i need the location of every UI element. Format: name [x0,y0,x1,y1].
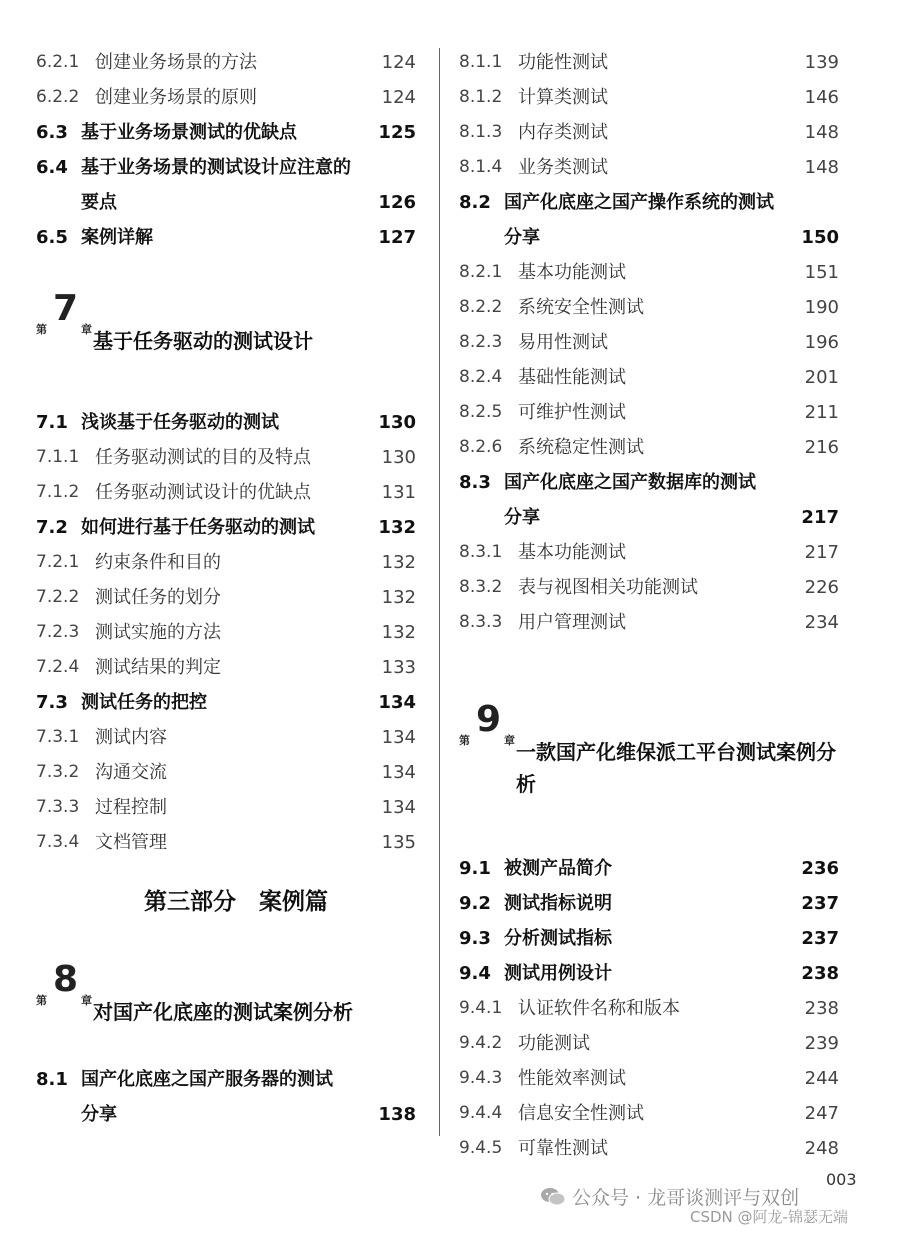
toc-subsection-entry [459,430,839,465]
toc-entry-title: 要点 [81,192,117,213]
wechat-icon [540,1187,566,1207]
toc-subsection-entry [36,80,416,115]
toc-entry-title: 计算类测试 [518,87,608,108]
toc-entry-title: 易用性测试 [518,332,608,353]
toc-entry-page: 148 [804,122,839,143]
toc-entry-number: 8.2.6 [459,437,503,457]
toc-entry-title: 信息安全性测试 [518,1103,644,1124]
toc-entry-number: 9.4.5 [459,1138,503,1158]
toc-entry-page: 148 [804,157,839,178]
toc-entry-title: 任务驱动测试设计的优缺点 [95,482,311,503]
toc-entry-title: 创建业务场景的原则 [95,87,257,108]
toc-entry-title: 可靠性测试 [518,1138,608,1159]
toc-entry-number: 8.3.1 [459,542,503,562]
toc-entry-page: 244 [804,1068,839,1089]
toc-entry-title: 浅谈基于任务驱动的测试 [81,412,279,433]
toc-entry-number: 7.3.4 [36,832,80,852]
toc-entry-page: 238 [804,998,839,1019]
toc-subsection-entry [459,115,839,150]
toc-subsection-entry [36,720,416,755]
toc-entry-number: 7.2.1 [36,552,80,572]
toc-entry-page: 133 [381,657,416,678]
toc-entry-title: 如何进行基于任务驱动的测试 [81,517,315,538]
toc-entry-title: 测试内容 [95,727,167,748]
toc-subsection-entry [36,755,416,790]
toc-entry-page: 201 [804,367,839,388]
toc-entry-page: 139 [804,52,839,73]
toc-entry-number: 7.2.4 [36,657,80,677]
toc-block [36,45,416,255]
toc-entry-title: 基于业务场景的测试设计应注意的 [81,157,351,178]
toc-entry-number: 7.3.1 [36,727,80,747]
part-title: 第三部分 案例篇 [144,889,328,915]
toc-section-entry [36,510,416,545]
toc-entry-page: 132 [378,517,416,538]
toc-entry-number: 8.2.4 [459,367,503,387]
toc-section-entry [459,956,839,991]
toc-entry-number: 7.3.3 [36,797,80,817]
toc-entry-title: 分享 [81,1104,117,1125]
chapter-prefix: 第 [459,734,470,747]
toc-section-entry [36,1062,416,1097]
chapter-number: 7 [53,288,79,329]
toc-entry-number: 7.2.2 [36,587,80,607]
toc-entry-number: 7.1.1 [36,447,80,467]
toc-entry-page: 130 [378,412,416,433]
chapter-title: 基于任务驱动的测试设计 [93,329,313,353]
toc-entry-title: 国产化底座之国产数据库的测试 [504,472,756,493]
toc-entry-continuation [459,220,839,255]
toc-entry-number: 7.3 [36,692,68,713]
toc-entry-title: 分析测试指标 [504,928,612,949]
chapter-suffix: 章 [504,734,515,747]
column-divider [439,48,440,1136]
toc-entry-number: 6.2.2 [36,87,80,107]
toc-subsection-entry [459,535,839,570]
csdn-watermark: CSDN @阿龙-锦瑟无端 [690,1208,848,1226]
toc-entry-title: 可维护性测试 [518,402,626,423]
toc-entry-page: 132 [381,552,416,573]
toc-entry-number: 8.1.4 [459,157,503,177]
toc-entry-title: 分享 [504,507,540,528]
toc-subsection-entry [459,395,839,430]
toc-subsection-entry [459,255,839,290]
toc-entry-title: 性能效率测试 [518,1068,626,1089]
toc-subsection-entry [36,615,416,650]
toc-section-entry [459,921,839,956]
toc-entry-continuation [36,1097,416,1132]
toc-subsection-entry [459,360,839,395]
chapter-number: 8 [53,959,79,1000]
toc-entry-page: 237 [801,928,839,949]
toc-entry-number: 7.2.3 [36,622,80,642]
toc-entry-number: 8.3.3 [459,612,503,632]
toc-entry-number: 8.3 [459,472,491,493]
chapter-suffix: 章 [81,994,92,1007]
toc-subsection-entry [36,650,416,685]
toc-entry-title: 认证软件名称和版本 [518,998,680,1019]
toc-subsection-entry [459,45,839,80]
toc-left-column [36,45,416,1132]
toc-entry-title: 过程控制 [95,797,167,818]
toc-entry-title: 业务类测试 [518,157,608,178]
toc-section-entry [36,115,416,150]
toc-entry-page: 248 [804,1138,839,1159]
toc-subsection-entry [36,790,416,825]
toc-subsection-entry [459,1096,839,1131]
toc-section-entry [36,150,416,185]
toc-entry-number: 6.5 [36,227,68,248]
toc-entry-page: 216 [804,437,839,458]
toc-section-entry [459,465,839,500]
chapter-suffix: 章 [81,323,92,336]
toc-entry-title: 测试任务的把控 [81,692,207,713]
toc-subsection-entry [36,580,416,615]
toc-entry-page: 134 [381,797,416,818]
toc-entry-number: 8.1.3 [459,122,503,142]
toc-entry-page: 132 [381,587,416,608]
toc-entry-continuation [36,185,416,220]
toc-subsection-entry [459,1026,839,1061]
chapter-prefix: 第 [36,323,47,336]
toc-entry-title: 案例详解 [81,227,153,248]
toc-subsection-entry [459,290,839,325]
toc-subsection-entry [459,570,839,605]
toc-entry-page: 134 [381,727,416,748]
toc-entry-number: 9.4.4 [459,1103,503,1123]
toc-entry-number: 6.2.1 [36,52,80,72]
toc-entry-page: 131 [381,482,416,503]
toc-entry-title: 基本功能测试 [518,262,626,283]
toc-block [36,1062,416,1132]
toc-block [36,405,416,860]
chapter-8-heading [36,944,416,1062]
toc-entry-page: 226 [804,577,839,598]
toc-subsection-entry [36,475,416,510]
toc-entry-page: 125 [378,122,416,143]
toc-entry-number: 8.3.2 [459,577,503,597]
toc-subsection-entry [459,1131,839,1166]
toc-subsection-entry [459,80,839,115]
toc-section-entry [459,185,839,220]
toc-entry-page: 124 [381,87,416,108]
page-number: 003 [826,1170,857,1189]
toc-entry-title: 测试用例设计 [504,963,612,984]
toc-entry-title: 创建业务场景的方法 [95,52,257,73]
toc-entry-number: 6.4 [36,157,68,178]
toc-entry-page: 134 [378,692,416,713]
toc-entry-number: 6.3 [36,122,68,143]
toc-entry-page: 132 [381,622,416,643]
toc-entry-page: 217 [804,542,839,563]
toc-section-entry [36,405,416,440]
toc-entry-number: 8.1.1 [459,52,503,72]
chapter-9-heading [459,640,839,833]
toc-entry-title: 基础性能测试 [518,367,626,388]
toc-subsection-entry [459,1061,839,1096]
toc-entry-page: 234 [804,612,839,633]
toc-entry-page: 150 [801,227,839,248]
toc-entry-page: 146 [804,87,839,108]
toc-block [459,45,839,640]
toc-entry-title: 国产化底座之国产服务器的测试 [81,1069,333,1090]
toc-entry-page: 211 [804,402,839,423]
chapter-7-heading [36,255,416,385]
chapter-title: 对国产化底座的测试案例分析 [93,1000,353,1024]
toc-entry-number: 7.1.2 [36,482,80,502]
toc-right-column [459,45,839,1166]
toc-entry-title: 系统安全性测试 [518,297,644,318]
toc-entry-page: 190 [804,297,839,318]
toc-section-entry [36,220,416,255]
toc-entry-title: 表与视图相关功能测试 [518,577,698,598]
toc-entry-number: 9.2 [459,893,491,914]
toc-subsection-entry [36,825,416,860]
toc-entry-number: 8.2.2 [459,297,503,317]
toc-subsection-entry [459,150,839,185]
toc-entry-number: 7.1 [36,412,68,433]
toc-entry-page: 138 [378,1104,416,1125]
toc-subsection-entry [459,605,839,640]
toc-entry-page: 151 [804,262,839,283]
toc-entry-title: 国产化底座之国产操作系统的测试 [504,192,774,213]
chapter-prefix: 第 [36,994,47,1007]
toc-entry-title: 被测产品简介 [504,858,612,879]
toc-entry-page: 217 [801,507,839,528]
chapter-number: 9 [476,699,502,740]
toc-entry-number: 9.4 [459,963,491,984]
toc-entry-title: 测试任务的划分 [95,587,221,608]
toc-entry-number: 7.2 [36,517,68,538]
toc-entry-page: 247 [804,1103,839,1124]
toc-entry-number: 9.3 [459,928,491,949]
toc-entry-title: 系统稳定性测试 [518,437,644,458]
toc-section-entry [36,685,416,720]
toc-entry-number: 9.4.3 [459,1068,503,1088]
toc-section-entry [459,886,839,921]
toc-entry-page: 236 [801,858,839,879]
toc-entry-title: 测试实施的方法 [95,622,221,643]
toc-subsection-entry [459,325,839,360]
toc-entry-continuation [459,500,839,535]
toc-entry-number: 8.2 [459,192,491,213]
toc-entry-number: 8.2.3 [459,332,503,352]
toc-entry-title: 内存类测试 [518,122,608,143]
toc-entry-page: 130 [381,447,416,468]
watermark-text: 公众号 · 龙哥谈测评与双创 [572,1187,800,1209]
toc-entry-page: 135 [381,832,416,853]
toc-entry-title: 测试结果的判定 [95,657,221,678]
toc-entry-page: 237 [801,893,839,914]
toc-entry-title: 基于业务场景测试的优缺点 [81,122,297,143]
toc-entry-number: 8.2.1 [459,262,503,282]
toc-entry-page: 126 [378,192,416,213]
toc-entry-page: 196 [804,332,839,353]
toc-block [459,851,839,1166]
toc-entry-page: 127 [378,227,416,248]
chapter-title: 一款国产化维保派工平台测试案例分析 [516,740,836,796]
toc-entry-page: 239 [804,1033,839,1054]
toc-entry-number: 9.4.2 [459,1033,503,1053]
toc-entry-number: 8.2.5 [459,402,503,422]
toc-entry-title: 约束条件和目的 [95,552,221,573]
toc-entry-page: 134 [381,762,416,783]
toc-entry-number: 9.4.1 [459,998,503,1018]
toc-entry-title: 功能性测试 [518,52,608,73]
toc-entry-number: 8.1 [36,1069,68,1090]
toc-entry-number: 7.3.2 [36,762,80,782]
toc-subsection-entry [459,991,839,1026]
toc-entry-page: 238 [801,963,839,984]
toc-entry-number: 9.1 [459,858,491,879]
toc-entry-title: 功能测试 [518,1033,590,1054]
toc-entry-title: 任务驱动测试的目的及特点 [95,447,311,468]
toc-subsection-entry [36,45,416,80]
toc-entry-page: 124 [381,52,416,73]
toc-entry-title: 沟通交流 [95,762,167,783]
toc-entry-title: 基本功能测试 [518,542,626,563]
toc-subsection-entry [36,545,416,580]
toc-entry-title: 测试指标说明 [504,893,612,914]
toc-section-entry [459,851,839,886]
toc-entry-title: 用户管理测试 [518,612,626,633]
toc-entry-title: 文档管理 [95,832,167,853]
toc-entry-number: 8.1.2 [459,87,503,107]
toc-subsection-entry [36,440,416,475]
toc-entry-title: 分享 [504,227,540,248]
